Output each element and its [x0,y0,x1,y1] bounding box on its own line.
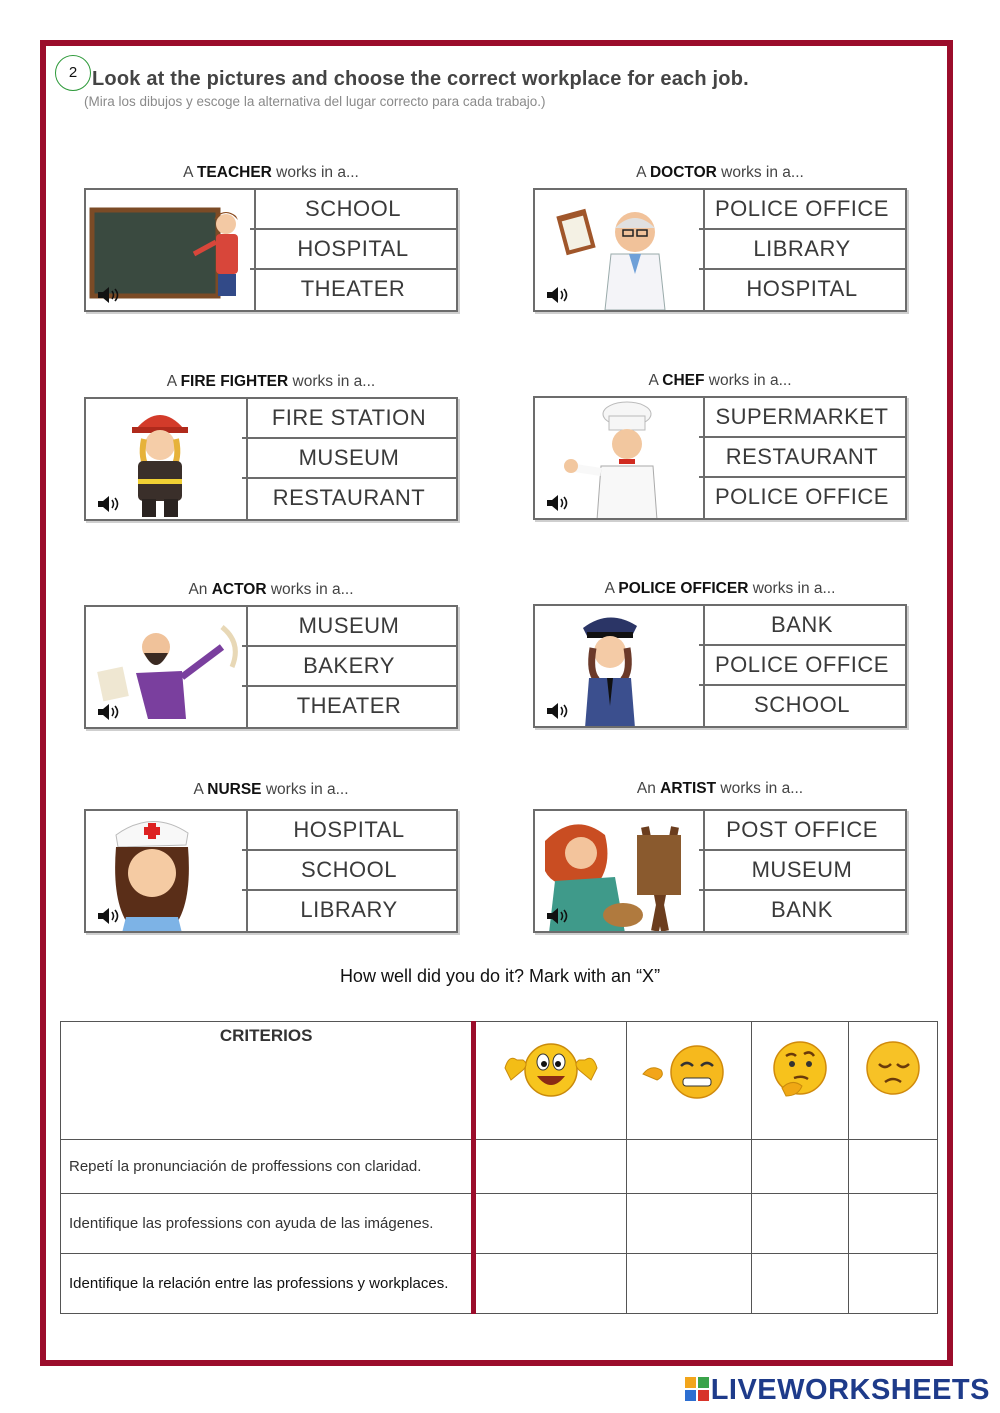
exercise-number: 2 [55,55,91,91]
question-box-nurse [84,809,458,933]
sad-emoji-icon [849,1022,938,1140]
mark-cell[interactable] [474,1140,627,1194]
option-library[interactable]: LIBRARY [300,897,398,922]
option-post-office[interactable]: POST OFFICE [699,811,905,851]
option-restaurant[interactable]: RESTAURANT [272,485,426,510]
speaker-icon[interactable] [545,286,571,304]
speaker-icon[interactable] [545,702,571,720]
speaker-icon[interactable] [545,907,571,925]
question-label-nurse: A NURSE works in a... [193,781,349,798]
thinking-emoji-icon [752,1022,849,1140]
option-bakery[interactable]: BAKERY [242,647,456,687]
option-museum[interactable]: MUSEUM [242,607,456,647]
question-label-chef: A CHEF works in a... [648,372,792,389]
speaker-icon[interactable] [545,494,571,512]
speaker-icon[interactable] [96,907,122,925]
mark-cell[interactable] [752,1140,849,1194]
option-police-office[interactable]: POLICE OFFICE [699,190,905,230]
criteria-row: Repetí la pronunciación de proffessions con claridad. [61,1140,474,1194]
criteria-row: Identifique la relación entre las professions y workplaces. [61,1254,474,1314]
option-police-office[interactable]: POLICE OFFICE [699,646,905,686]
mark-cell[interactable] [849,1194,938,1254]
option-hospital[interactable]: HOSPITAL [746,276,858,301]
question-box-fire-fighter [84,397,458,521]
question-box-police-officer [533,604,907,728]
question-label-artist: An ARTIST works in a... [636,780,804,797]
criteria-row: Identifique las professions con ayuda de las imágenes. [61,1194,474,1254]
option-school[interactable]: SCHOOL [242,851,456,891]
option-museum[interactable]: MUSEUM [699,851,905,891]
evaluation-question: How well did you do it? Mark with an “X” [339,966,661,986]
speaker-icon[interactable] [96,703,122,721]
option-theater[interactable]: THEATER [300,276,406,301]
mark-cell[interactable] [849,1254,938,1314]
option-restaurant[interactable]: RESTAURANT [699,438,905,478]
option-hospital[interactable]: HOSPITAL [242,811,456,851]
option-police-office[interactable]: POLICE OFFICE [715,484,889,509]
liveworksheets-logo[interactable]: LIVEWORKSHEETS [685,1374,990,1407]
liveworksheets-icon [685,1376,709,1400]
mark-cell[interactable] [849,1140,938,1194]
thumbs-up-emoji-icon [474,1022,627,1140]
option-museum[interactable]: MUSEUM [242,439,456,479]
question-box-teacher [84,188,458,312]
question-box-actor [84,605,458,729]
question-label-police-officer: A POLICE OFFICER works in a... [604,580,836,597]
mark-cell[interactable] [627,1254,752,1314]
option-bank[interactable]: BANK [771,897,833,922]
nervous-emoji-icon [627,1022,752,1140]
question-box-doctor [533,188,907,312]
mark-cell[interactable] [752,1194,849,1254]
speaker-icon[interactable] [96,495,122,513]
option-hospital[interactable]: HOSPITAL [250,230,456,270]
question-label-actor: An ACTOR works in a... [188,581,354,598]
option-school[interactable]: SCHOOL [250,190,456,230]
question-box-artist [533,809,907,933]
criteria-header: CRITERIOS [61,1022,474,1140]
option-library[interactable]: LIBRARY [699,230,905,270]
mark-cell[interactable] [474,1194,627,1254]
question-label-teacher: A TEACHER works in a... [183,164,359,181]
exercise-title: Look at the pictures and choose the correct workplace for each job. [92,68,749,90]
mark-cell[interactable] [474,1254,627,1314]
mark-cell[interactable] [752,1254,849,1314]
question-label-fire-fighter: A FIRE FIGHTER works in a... [166,373,376,390]
option-theater[interactable]: THEATER [296,693,402,718]
exercise-subtitle: (Mira los dibujos y escoge la alternativa del lugar correcto para cada trabajo.) [84,94,546,109]
evaluation-table [60,1021,938,1313]
question-box-chef [533,396,907,520]
speaker-icon[interactable] [96,286,122,304]
mark-cell[interactable] [627,1140,752,1194]
mark-cell[interactable] [627,1194,752,1254]
option-school[interactable]: SCHOOL [754,692,850,717]
option-supermarket[interactable]: SUPERMARKET [699,398,905,438]
option-bank[interactable]: BANK [699,606,905,646]
option-fire-station[interactable]: FIRE STATION [242,399,456,439]
question-label-doctor: A DOCTOR works in a... [636,164,804,181]
